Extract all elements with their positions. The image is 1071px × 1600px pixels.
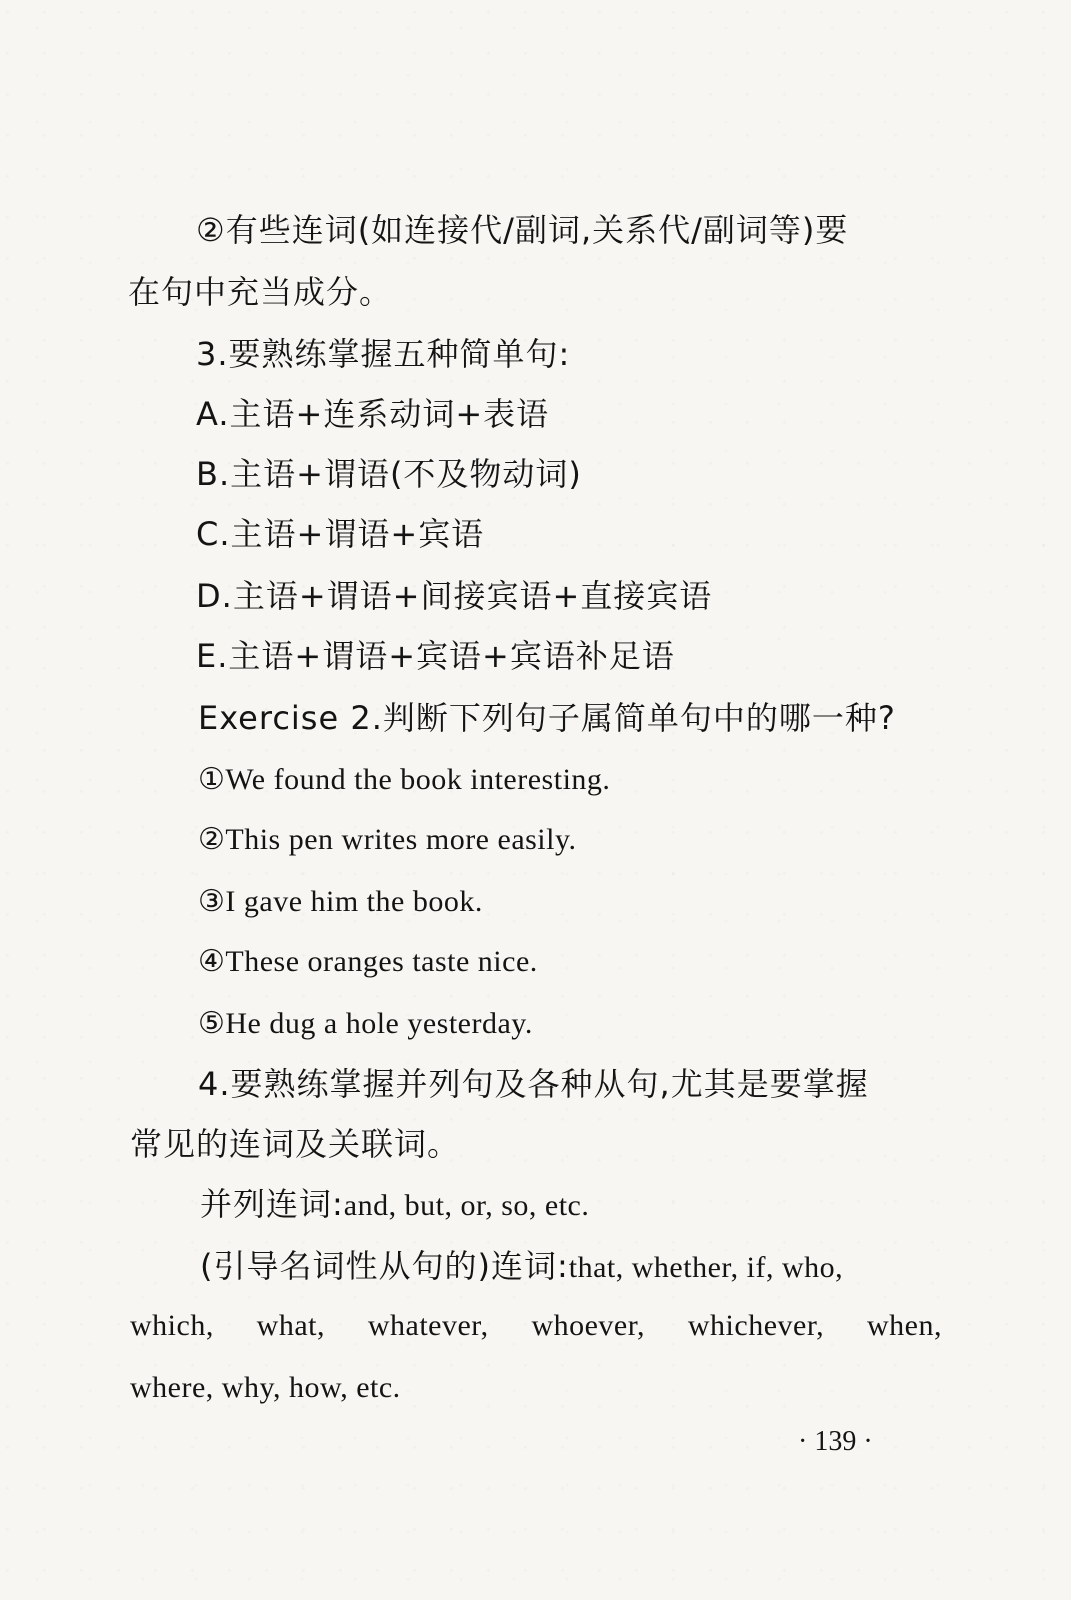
heading-simple-sentences: 3.要熟练掌握五种简单句:	[196, 335, 571, 373]
conjunction-word: what,	[256, 1309, 325, 1342]
conjunction-word: when,	[866, 1309, 942, 1342]
pattern-d: D.主语+谓语+间接宾语+直接宾语	[196, 577, 713, 615]
exercise-item-5: ⑤He dug a hole yesterday.	[198, 1007, 533, 1040]
pattern-e: E.主语+谓语+宾语+宾语补足语	[196, 637, 675, 675]
conjunction-word: whatever,	[367, 1309, 489, 1342]
conjunction-word: which,	[130, 1309, 214, 1342]
nominal-clause-conjunctions-line	[200, 1246, 843, 1288]
coordinating-conjunctions-label: 并列连词:	[200, 1185, 344, 1223]
coordinating-conjunctions-list: and, but, or, so, etc.	[343, 1189, 590, 1222]
coordinating-conjunctions-line	[200, 1184, 589, 1226]
page-number: · 139 ·	[798, 1426, 873, 1457]
line-conjunction-note: ②有些连词(如连接代/副词,关系代/副词等)要	[196, 211, 849, 249]
pattern-c: C.主语+谓语+宾语	[196, 515, 485, 553]
exercise-item-1: ①We found the book interesting.	[198, 763, 611, 796]
pattern-a: A.主语+连系动词+表语	[196, 395, 550, 433]
pattern-b: B.主语+谓语(不及物动词)	[196, 455, 582, 493]
heading-compound-clauses: 4.要熟练掌握并列句及各种从句,尤其是要掌握	[198, 1065, 869, 1103]
nominal-clause-conjunctions-label: (引导名词性从句的)连词:	[200, 1247, 569, 1285]
exercise-heading: Exercise 2.判断下列句子属简单句中的哪一种?	[198, 699, 896, 737]
exercise-item-3: ③I gave him the book.	[198, 885, 483, 918]
conjunction-word-row-end: where, why, how, etc.	[130, 1371, 401, 1404]
conjunction-word: whoever,	[531, 1309, 646, 1342]
exercise-item-4: ④These oranges taste nice.	[198, 945, 538, 978]
conjunction-word: whichever,	[687, 1309, 825, 1342]
heading-compound-clauses-cont: 常见的连词及关联词。	[130, 1125, 461, 1163]
conjunction-word-row	[130, 1306, 942, 1346]
exercise-item-2: ②This pen writes more easily.	[198, 823, 577, 856]
nominal-clause-conjunctions-list: that, whether, if, who,	[568, 1251, 844, 1284]
line-conjunction-note-cont: 在句中充当成分。	[128, 273, 393, 311]
